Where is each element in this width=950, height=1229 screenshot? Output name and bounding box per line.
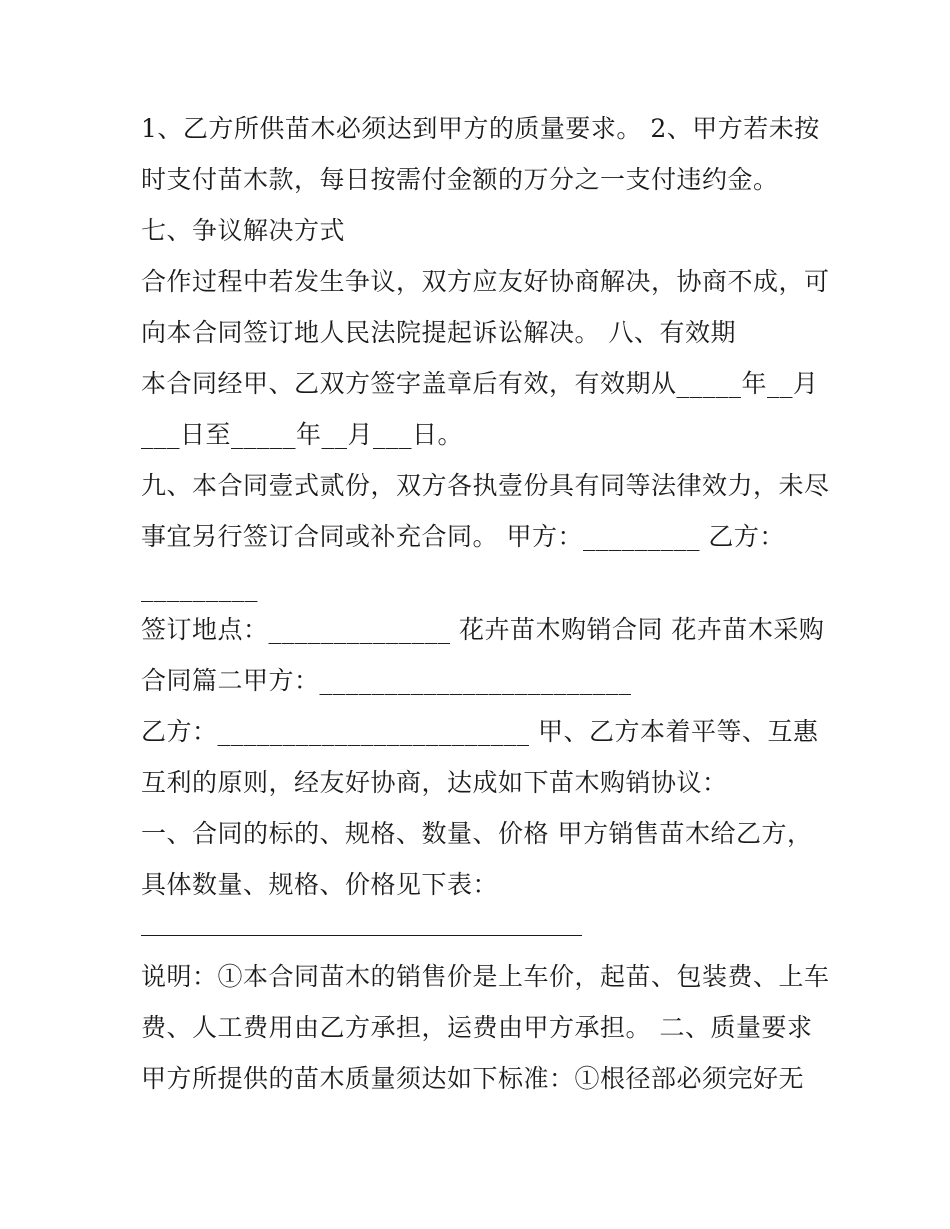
text-line: 向本合同签订地人民法院提起诉讼解决。 八、有效期: [141, 318, 736, 347]
text-line: 合同篇二甲方：________________________: [141, 666, 632, 695]
signature-blank: _________: [141, 573, 258, 602]
text-line: 九、本合同壹式贰份，双方各执壹份具有同等法律效力，未尽: [141, 471, 830, 500]
text-line: 具体数量、规格、价格见下表：: [141, 870, 499, 899]
text-line: 乙方：________________________ 甲、乙方本着平等、互惠: [141, 717, 819, 746]
text-line: 时支付苗木款，每日按需付金额的万分之一支付违约金。: [141, 165, 779, 194]
text-line: 本合同经甲、乙双方签字盖章后有效，有效期从_____年__月: [141, 369, 819, 398]
table-placeholder-rule: [141, 935, 582, 936]
text-line: 说明：①本合同苗木的销售价是上车价，起苗、包装费、上车: [141, 962, 830, 991]
text-line: 费、人工费用由乙方承担，运费由甲方承担。 二、质量要求: [141, 1013, 813, 1042]
text-line: 签订地点：______________ 花卉苗木购销合同 花卉苗木采购: [141, 615, 825, 644]
text-line: 一、合同的标的、规格、数量、价格 甲方销售苗木给乙方，: [141, 819, 813, 848]
text-line: ___日至_____年__月___日。: [141, 420, 464, 449]
text-line: 事宜另行签订合同或补充合同。 甲方：_________ 乙方：: [141, 522, 785, 551]
text-line: 甲方所提供的苗木质量须达如下标准：①根径部必须完好无: [141, 1064, 805, 1093]
text-line: 合作过程中若发生争议，双方应友好协商解决，协商不成，可: [141, 267, 830, 296]
text-line: 1、乙方所供苗木必须达到甲方的质量要求。 2、甲方若未按: [141, 114, 820, 143]
section-heading: 七、争议解决方式: [141, 216, 346, 245]
text-line: 互利的原则，经友好协商，达成如下苗木购销协议：: [141, 768, 728, 797]
